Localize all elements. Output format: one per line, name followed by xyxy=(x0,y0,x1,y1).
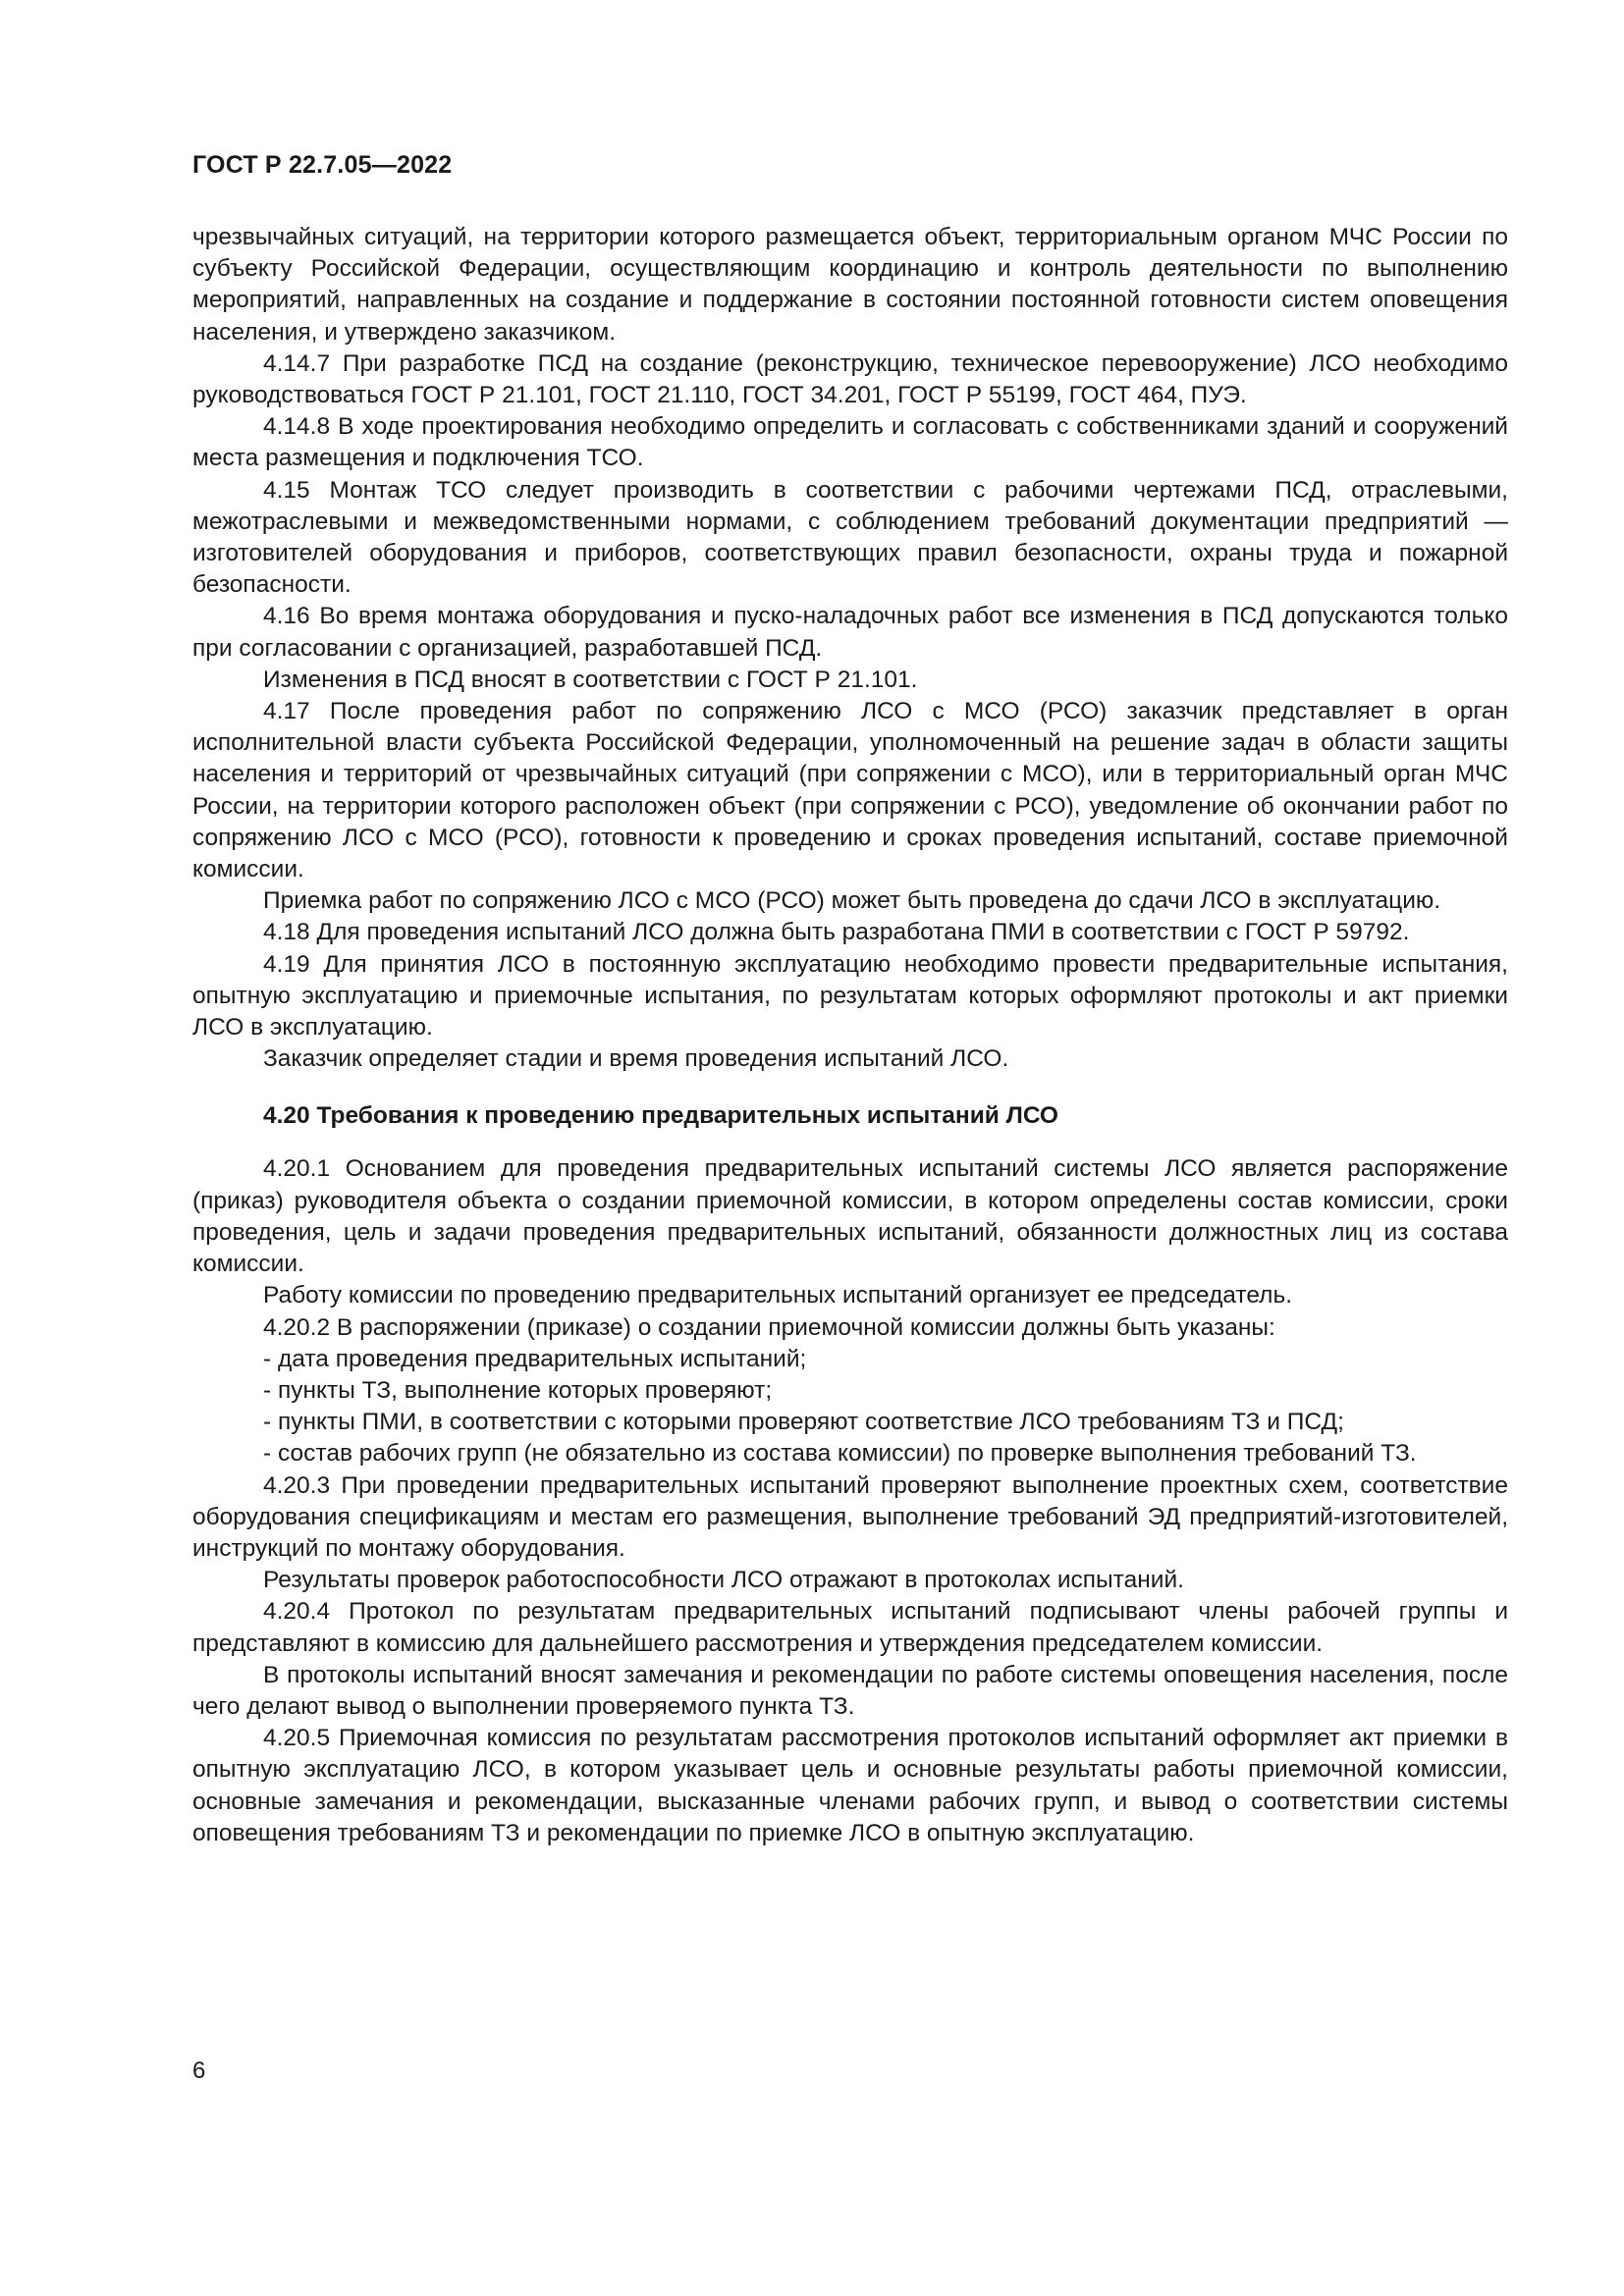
document-body xyxy=(192,222,1508,1849)
page-number: 6 xyxy=(192,2057,206,2084)
paragraph: 4.20.1 Основанием для проведения предварительных испытаний системы ЛСО является распоряжение (приказ) руководителя объекта о создании приемочной комиссии, в котором определены состав комиссии, сроки проведения, цель и задачи проведения предварительных испытаний, обязанности должностных лиц из состава комиссии. xyxy=(192,1155,1508,1278)
paragraph: 4.19 Для принятия ЛСО в постоянную эксплуатацию необходимо провести предварительные испытания, опытную эксплуатацию и приемочные испытания, по результатам которых оформляют протоколы и акт приемки ЛСО в эксплуатацию. xyxy=(192,950,1508,1041)
paragraph: Работу комиссии по проведению предварительных испытаний организует ее председатель. xyxy=(263,1282,1293,1309)
paragraph: Заказчик определяет стадии и время проведения испытаний ЛСО. xyxy=(263,1045,1009,1073)
paragraph: чрезвычайных ситуаций, на территории которого размещается объект, территориальным органом МЧС России по субъекту Российской Федерации, осуществляющим координацию и контроль деятельности по выполнению мероприятий, направленных на создание и поддержание в состоянии постоянной готовности систем оповещения населения, и утверждено заказчиком. xyxy=(192,224,1508,346)
paragraph: В протоколы испытаний вносят замечания и рекомендации по работе системы оповещения населения, после чего делают вывод о выполнении проверяемого пункта ТЗ. xyxy=(192,1661,1508,1720)
paragraph: 4.20.4 Протокол по результатам предварительных испытаний подписывают члены рабочей группы и представляют в комиссию для дальнейшего рассмотрения и утверждения председателем комиссии. xyxy=(192,1598,1508,1657)
paragraph: Приемка работ по сопряжению ЛСО с МСО (РСО) может быть проведена до сдачи ЛСО в эксплуатацию. xyxy=(263,887,1441,915)
document-code-header: ГОСТ Р 22.7.05—2022 xyxy=(192,151,453,179)
paragraph: 4.20.3 При проведении предварительных испытаний проверяют выполнение проектных схем, соответствие оборудования спецификациям и местам его размещения, выполнение требований ЭД предприятий-изготовителей, инструкций по монтажу оборудования. xyxy=(192,1471,1508,1562)
list-item: - пункты ТЗ, выполнение которых проверяют; xyxy=(263,1376,773,1404)
paragraph: Результаты проверок работоспособности ЛСО отражают в протоколах испытаний. xyxy=(263,1567,1184,1594)
section-heading: 4.20 Требования к проведению предварительных испытаний ЛСО xyxy=(263,1102,1058,1130)
paragraph: 4.14.7 При разработке ПСД на создание (реконструкцию, техническое перевооружение) ЛСО необходимо руководствоваться ГОСТ Р 21.101, ГОСТ 21.110, ГОСТ 34.201, ГОСТ Р 55199, ГОСТ 464, ПУЭ. xyxy=(192,349,1508,409)
list-item: - состав рабочих групп (не обязательно из состава комиссии) по проверке выполнения требований ТЗ. xyxy=(263,1440,1417,1468)
paragraph: 4.17 После проведения работ по сопряжению ЛСО с МСО (РСО) заказчик представляет в орган исполнительной власти субъекта Российской Федерации, уполномоченный на решение задач в области защиты населения и территорий от чрезвычайных ситуаций (при сопряжении с МСО), или в территориальный орган МЧС России, на территории которого расположен объект (при сопряжении с РСО), уведомление об окончании работ по сопряжению ЛСО с МСО (РСО), готовности к проведению и сроках проведения испытаний, составе приемочной комиссии. xyxy=(192,698,1508,883)
list-item: - пункты ПМИ, в соответствии с которыми проверяют соответствие ЛСО требованиям ТЗ и ПСД; xyxy=(263,1409,1344,1436)
paragraph: Изменения в ПСД вносят в соответствии с ГОСТ Р 21.101. xyxy=(263,666,918,693)
list-item: - дата проведения предварительных испытаний; xyxy=(263,1345,807,1372)
paragraph: 4.18 Для проведения испытаний ЛСО должна быть разработана ПМИ в соответствии с ГОСТ Р 59792. xyxy=(263,919,1410,946)
paragraph: 4.14.8 В ходе проектирования необходимо определить и согласовать с собственниками зданий и сооружений места размещения и подключения ТСО. xyxy=(192,413,1508,472)
paragraph: 4.20.5 Приемочная комиссия по результатам рассмотрения протоколов испытаний оформляет акт приемки в опытную эксплуатацию ЛСО, в котором указывает цель и основные результаты работы приемочной комиссии, основные замечания и рекомендации, высказанные членами рабочих групп, и вывод о соответствии системы оповещения требованиям ТЗ и рекомендации по приемке ЛСО в опытную эксплуатацию. xyxy=(192,1725,1508,1846)
paragraph: 4.20.2 В распоряжении (приказе) о создании приемочной комиссии должны быть указаны: xyxy=(263,1313,1275,1341)
paragraph: 4.16 Во время монтажа оборудования и пуско-наладочных работ все изменения в ПСД допускаются только при согласовании с организацией, разработавшей ПСД. xyxy=(192,603,1508,662)
paragraph: 4.15 Монтаж ТСО следует производить в соответствии с рабочими чертежами ПСД, отраслевыми, межотраслевыми и межведомственными нормами, с соблюдением требований документации предприятий — изготовителей оборудования и приборов, соответствующих правил безопасности, охраны труда и пожарной безопасности. xyxy=(192,476,1508,599)
